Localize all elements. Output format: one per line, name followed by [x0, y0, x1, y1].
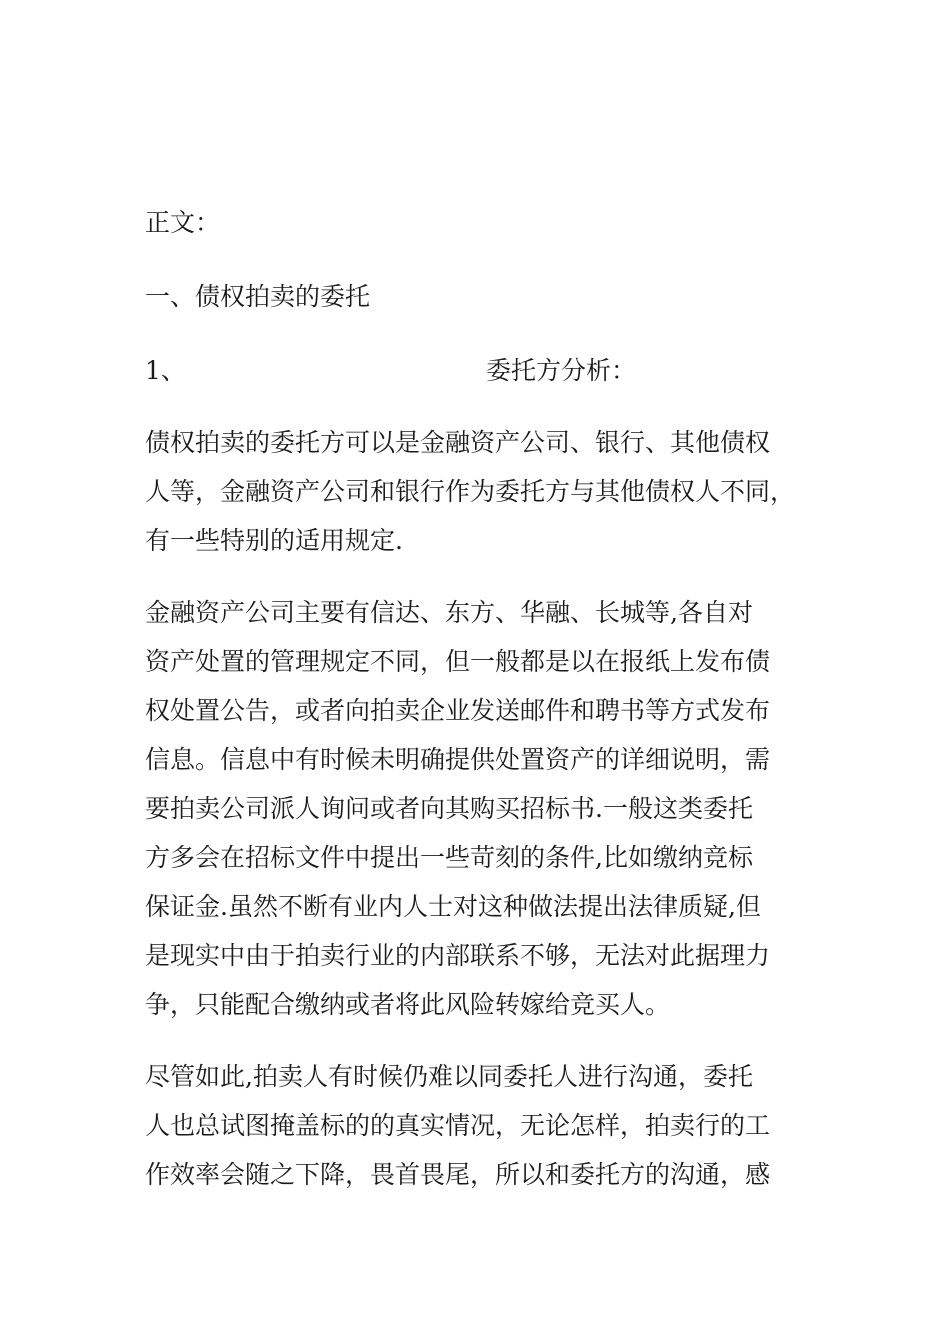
paragraph-2: [145, 588, 815, 1029]
paragraph-line: 人也总试图掩盖标的的真实情况，无论怎样，拍卖行的工: [145, 1111, 771, 1140]
body-label: 正文：: [145, 208, 221, 237]
paragraph-line: 资产处置的管理规定不同，但一般都是以在报纸上发布债: [145, 647, 771, 676]
section-title: 一、债权拍卖的委托: [145, 282, 371, 311]
paragraph-1: [145, 418, 815, 565]
item-title: 委托方分析：: [486, 356, 637, 385]
paragraph-line: 有一些特别的适用规定.: [145, 526, 403, 555]
paragraph-line: 债权拍卖的委托方可以是金融资产公司、银行、其他债权: [145, 428, 771, 457]
paragraph-line: 争，只能配合缴纳或者将此风险转嫁给竞买人。: [145, 990, 671, 1019]
paragraph-line: 方多会在招标文件中提出一些苛刻的条件,比如缴纳竞标: [145, 843, 753, 872]
paragraph-line: 尽管如此,拍卖人有时候仍难以同委托人进行沟通，委托: [145, 1062, 753, 1091]
paragraph-line: 金融资产公司主要有信达、东方、华融、长城等,各自对: [145, 598, 753, 627]
paragraph-line: 人等，金融资产公司和银行作为委托方与其他债权人不同，: [145, 477, 796, 506]
document-body: [145, 198, 815, 1222]
paragraph-line: 要拍卖公司派人询问或者向其购买招标书.一般这类委托: [145, 794, 753, 823]
numbered-item: [145, 346, 815, 395]
paragraph-line: 信息。信息中有时候未明确提供处置资产的详细说明，需: [145, 745, 771, 774]
paragraph-line: 是现实中由于拍卖行业的内部联系不够，无法对此据理力: [145, 941, 771, 970]
paragraph-3: [145, 1052, 815, 1199]
paragraph-line: 作效率会随之下降，畏首畏尾，所以和委托方的沟通，感: [145, 1160, 771, 1189]
paragraph-line: 保证金.虽然不断有业内人士对这种做法提出法律质疑,但: [145, 892, 761, 921]
item-number: 1、: [145, 356, 186, 385]
paragraph-line: 权处置公告，或者向拍卖企业发送邮件和聘书等方式发布: [145, 696, 771, 725]
